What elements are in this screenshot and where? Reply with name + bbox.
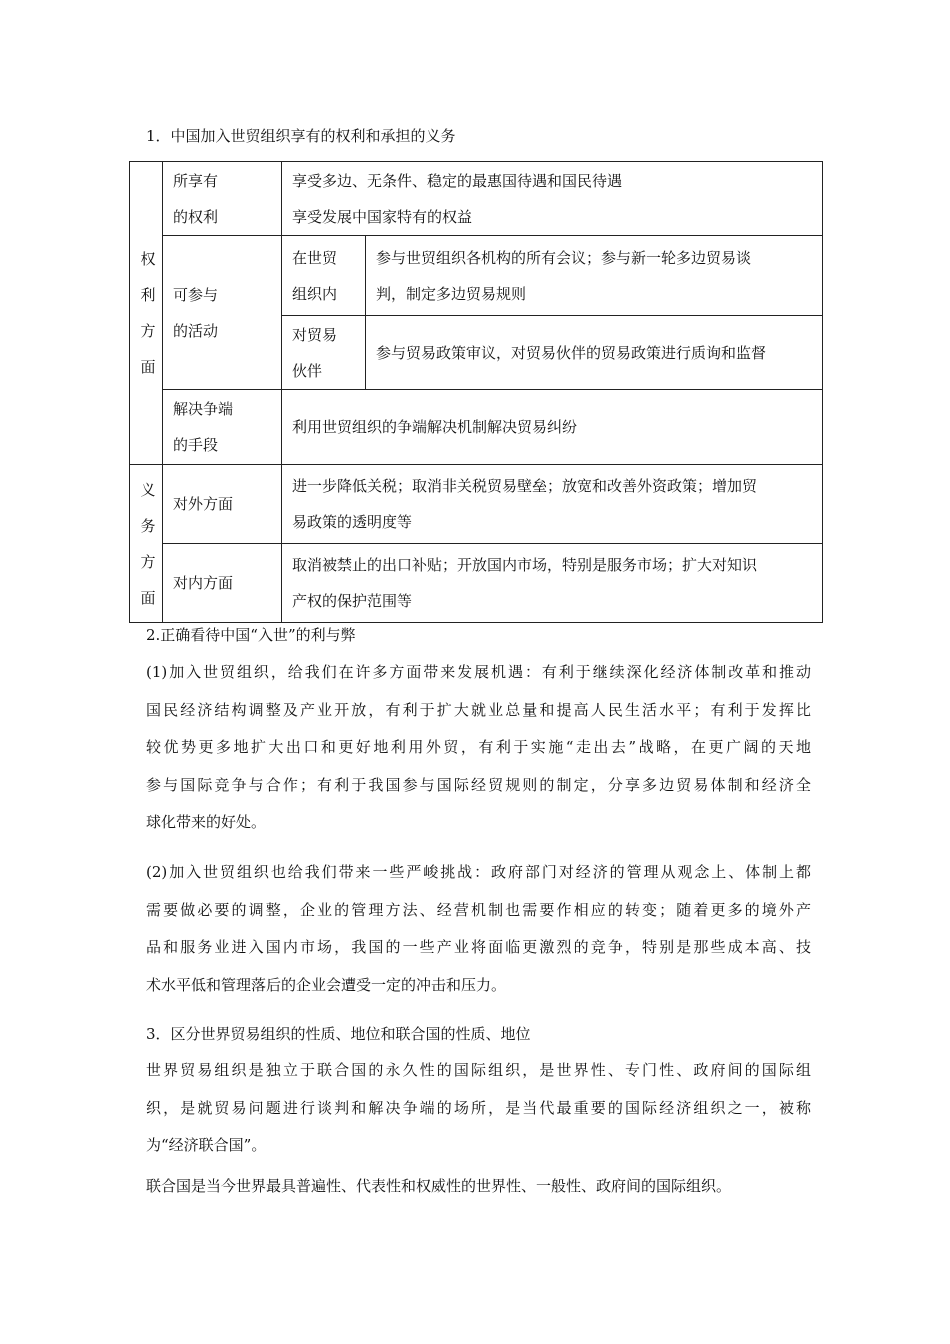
section2-paragraph-1 [146,654,811,842]
side-char: 面 [140,588,156,607]
side-char: 权 [140,250,156,268]
table-row [130,390,823,465]
side-char: 利 [140,286,156,304]
cell-line: 享受发展中国家特有的权益 [292,207,473,226]
cell-line: 参与贸易政策审议，对贸易伙伴的贸易政策进行质询和监督 [376,343,767,362]
table-row [130,465,823,544]
paragraph-line: 国民经济结构调整及产业开放，有利于扩大就业总量和提高人民生活水平；有利于发挥比 [146,700,811,719]
rights-side-label [130,162,163,465]
paragraph-line: 织，是就贸易问题进行谈判和解决争端的场所，是当代最重要的国际经济组织之一，被称 [146,1098,811,1117]
cell-line: 解决争端 [173,400,234,418]
cell-line: 组织内 [292,284,338,303]
side-char: 务 [140,516,156,535]
paragraph-line: (2)加入世贸组织也给我们带来一些严峻挑战：政府部门对经济的管理从观念上、体制上都 [146,863,811,881]
duties-side-label [130,465,163,623]
paragraph-line: 为“经济联合国”。 [146,1136,267,1155]
paragraph-line: 较优势更多地扩大出口和更好地利用外贸，有利于实施“走出去”战略，在更广阔的天地 [146,738,811,757]
cell-line: 参与世贸组织各机构的所有会议；参与新一轮多边贸易谈 [376,248,752,267]
section2-paragraph-2 [146,854,811,1004]
cell-line: 可参与 [173,285,219,304]
enjoy-label [163,162,282,236]
cell-line: 的权利 [173,207,219,226]
section3-heading: 3．区分世界贸易组织的性质、地位和联合国的性质、地位 [146,1025,531,1043]
activities-label [163,236,282,390]
internal-content [282,544,823,623]
side-char: 义 [140,480,156,499]
inside-wto-content [366,236,823,316]
rights-duties-table [129,161,823,623]
paragraph-line: 联合国是当今世界最具普遍性、代表性和权威性的世界性、一般性、政府间的国际组织。 [146,1177,732,1195]
paragraph-line: 需要做必要的调整，企业的管理方法、经营机制也需要作相应的转变；随着更多的境外产 [146,900,811,919]
section2-heading: 2.正确看待中国“入世”的利与弊 [146,626,356,644]
cell-line: 对贸易 [292,325,338,344]
partners-content [366,316,823,390]
section3-paragraph-1 [146,1052,811,1165]
internal-label: 对内方面 [163,544,282,623]
dispute-content [282,390,823,465]
paragraph-line: 品和服务业进入国内市场，我国的一些产业将面临更激烈的竞争，特别是那些成本高、技 [146,938,811,957]
external-label: 对外方面 [163,465,282,544]
side-char: 方 [140,552,156,571]
side-char: 方 [140,322,156,340]
side-char: 面 [140,358,156,376]
section3-paragraph-2 [146,1168,811,1206]
cell-line: 进一步降低关税；取消非关税贸易壁垒；放宽和改善外资政策；增加贸 [292,477,758,495]
paragraph-line: 世界贸易组织是独立于联合国的永久性的国际组织，是世界性、专门性、政府间的国际组 [146,1061,811,1079]
section1-heading: 1．中国加入世贸组织享有的权利和承担的义务 [146,127,456,145]
cell-line: 享受多边、无条件、稳定的最惠国待遇和国民待遇 [292,171,623,190]
cell-line: 所享有 [173,171,219,190]
cell-line: 伙伴 [292,361,323,380]
cell-line: 取消被禁止的出口补贴；开放国内市场，特别是服务市场；扩大对知识 [292,556,758,574]
partners-label [282,316,366,390]
paragraph-line: 球化带来的好处。 [146,813,267,832]
dispute-label [163,390,282,465]
table-row [130,236,823,316]
cell-line: 判，制定多边贸易规则 [376,284,527,303]
table-row [130,162,823,236]
external-content [282,465,823,544]
paragraph-line: 术水平低和管理落后的企业会遭受一定的冲击和压力。 [146,975,507,994]
enjoy-content [282,162,823,236]
cell-line: 在世贸 [292,248,338,267]
cell-line: 的手段 [173,436,219,454]
cell-line: 易政策的透明度等 [292,513,413,531]
inside-wto-label [282,236,366,316]
cell-line: 利用世贸组织的争端解决机制解决贸易纠纷 [292,418,578,436]
table-row [130,544,823,623]
paragraph-line: (1)加入世贸组织，给我们在许多方面带来发展机遇：有利于继续深化经济体制改革和推动 [146,663,811,681]
cell-line: 的活动 [173,321,219,340]
paragraph-line: 参与国际竞争与合作；有利于我国参与国际经贸规则的制定，分享多边贸易体制和经济全 [146,775,811,794]
cell-line: 产权的保护范围等 [292,592,413,610]
